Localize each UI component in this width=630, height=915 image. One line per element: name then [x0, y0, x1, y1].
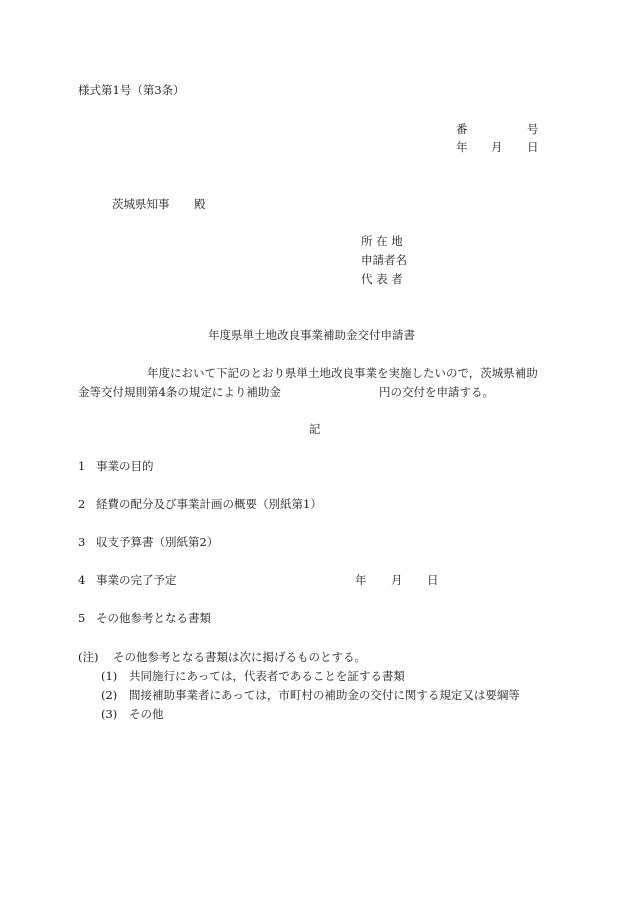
note-subitem-number: (3)	[101, 707, 118, 721]
item-number: 1	[78, 459, 86, 473]
applicant-representative-label: 代 表 者	[361, 272, 403, 286]
form-number: 様式第1号（第3条）	[78, 83, 185, 97]
body-line-1: 年度において下記のとおり県単土地改良事業を実施したいので，茨城県補助	[147, 366, 538, 380]
note-subitem-text: その他	[129, 707, 164, 721]
completion-month-label: 月	[391, 573, 403, 587]
item-text: 収支予算書（別紙第2）	[96, 535, 219, 549]
date-month-label: 月	[491, 140, 503, 154]
item-text: その他参考となる書類	[96, 611, 211, 625]
item-text: 事業の目的	[96, 459, 154, 473]
item-number: 2	[78, 497, 86, 511]
note-text: その他参考となる書類は次に掲げるものとする。	[113, 650, 366, 664]
number-label-2: 号	[527, 122, 539, 136]
item-number: 5	[78, 611, 86, 625]
body-line-2b: 円の交付を申請する。	[379, 385, 494, 399]
ki-heading: 記	[309, 422, 321, 436]
addressee-honorific: 殿	[194, 197, 206, 211]
completion-day-label: 日	[427, 573, 439, 587]
applicant-name-label: 申請者名	[361, 253, 407, 267]
item-number: 4	[78, 573, 86, 587]
date-year-label: 年	[456, 140, 468, 154]
note-subitem-number: (2)	[101, 688, 118, 702]
note-subitem-text: 共同施行にあっては，代表者であることを証する書類	[129, 669, 405, 683]
addressee-name: 茨城県知事	[112, 197, 170, 211]
applicant-location-label: 所 在 地	[361, 234, 403, 248]
date-day-label: 日	[527, 140, 539, 154]
number-label-1: 番	[456, 122, 468, 136]
item-number: 3	[78, 535, 86, 549]
item-text: 事業の完了予定	[96, 573, 177, 587]
item-text: 経費の配分及び事業計画の概要（別紙第1）	[96, 497, 322, 511]
document-title: 年度県単土地改良事業補助金交付申請書	[208, 328, 415, 342]
body-line-2a: 金等交付規則第4条の規定により補助金	[78, 385, 281, 399]
note-subitem-text: 間接補助事業者にあっては，市町村の補助金の交付に関する規定又は要綱等	[129, 688, 520, 702]
note-subitem-number: (1)	[101, 669, 118, 683]
completion-year-label: 年	[355, 573, 367, 587]
note-label: (注)	[78, 650, 99, 664]
